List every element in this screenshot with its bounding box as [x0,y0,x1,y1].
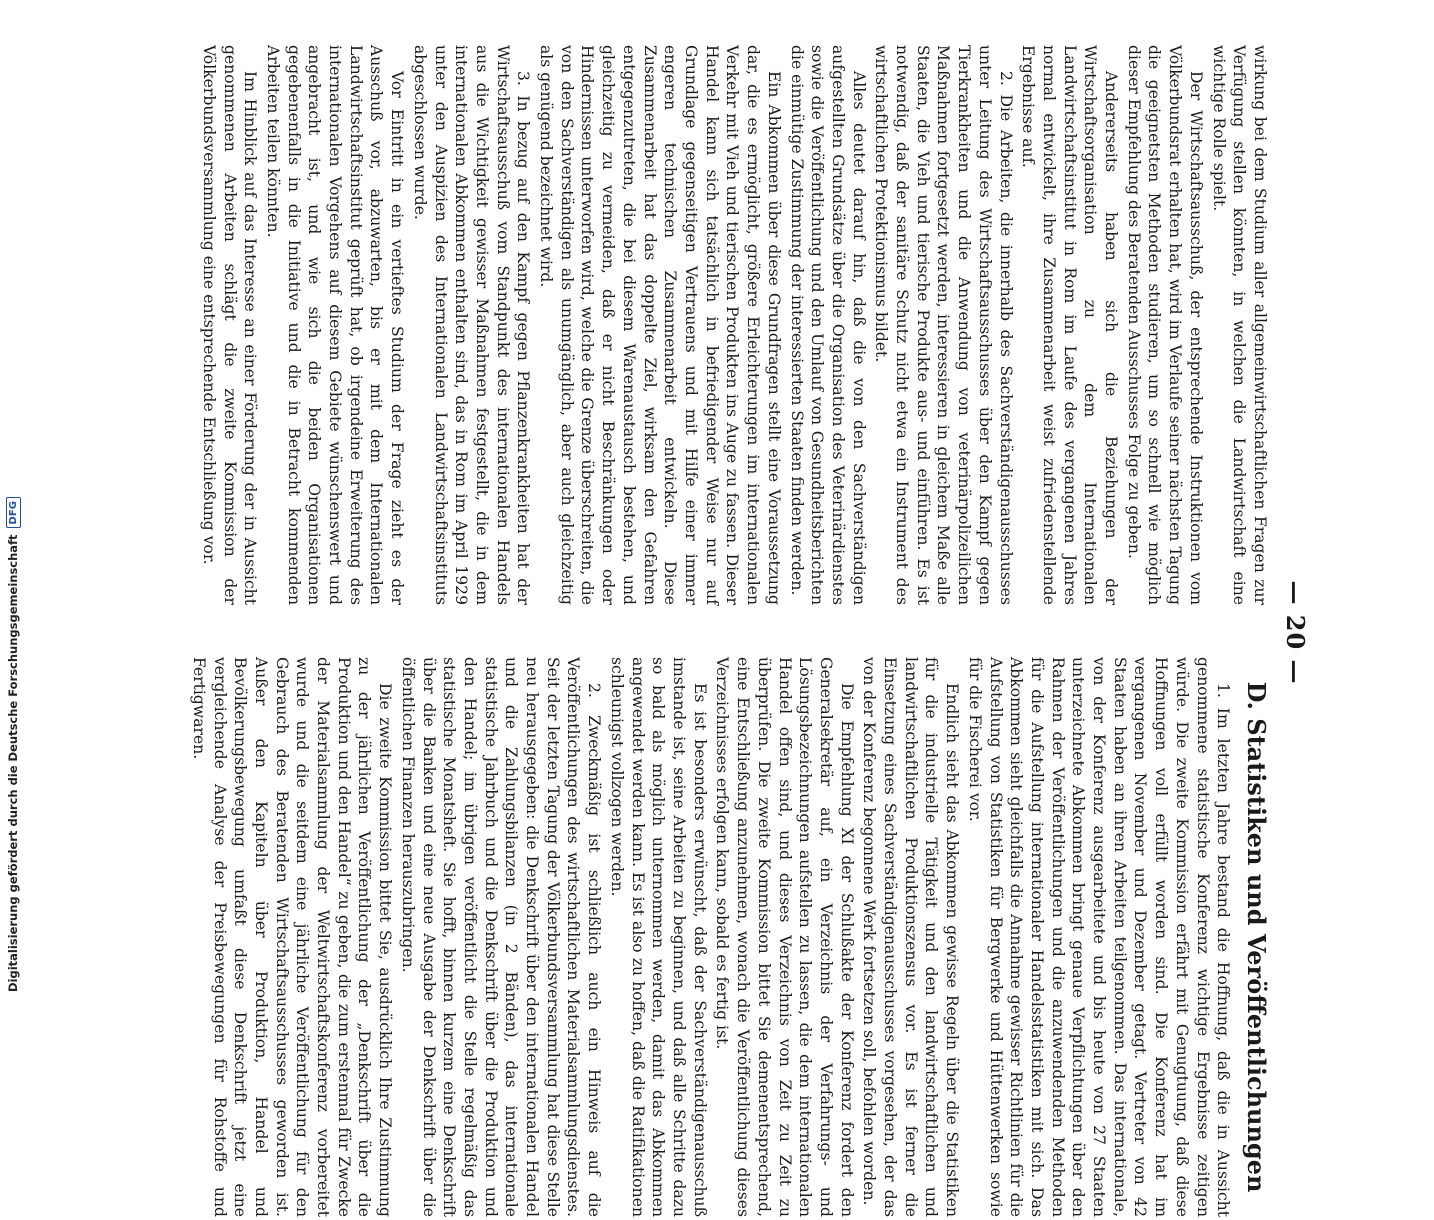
paragraph: Die Empfehlung XI der Schlußakte der Konferenz fordert den Generalsekretär auf, ein Verzeichnis der Verfahrungs- und Lösungsbezeichnungen aufstellen zu lassen, die dem internationalen Handel offen sind, und dieses Verzeichnis von Zeit zu Zeit zu überprüfen. Die zweite Kommission bittet Sie demenentsprechend, eine Entschließung anzunehmen, wonach die Veröffentlichung dieses Verzeichnisses erfolgen kann, sobald es fertig ist. [713,657,856,1217]
digitization-footer [0,0,30,1000]
paragraph: Es ist besonders erwünscht, daß der Sachverständigenausschuß imstande ist, seine Arbeiten zu beginnen, und daß alle Schritte dazu so bald als möglich unternommen werden, damit das Abkommen angewendet werden kann. Es ist also zu hoffen, daß die Ratifikationen schleunigst vollzogen werden. [607,657,709,1217]
paragraph: 2. Zweckmäßig ist schließlich auch ein Hinweis auf die Veröffentlichungen des wirtschaftlichen Materialsammlungsdienstes. Seit der letzten Tagung der Völkerbundsversammlung hat diese Stelle neu herausgegeben: die Denkschrift über den internationalen Handel und die Zahlungsbilanzen (in 2 Bänden), das internationale statistische Jahrbuch und die Denkschrift über die Produktion und den Handel; im übrigen veröffentlicht die Stelle regelmäßig das statistische Monatsheft. Sie hofft, binnen kurzem eine Denkschrift über die Banken und eine neue Ausgabe der Denkschrift über die öffentlichen Finanzen herauszubringen. [398,657,604,1217]
paragraph: 1. Im letzten Jahre bestand die Hoffnung, daß die in Aussicht genommene statistische Konferenz wichtige Ergebnisse zeitigen würde. Die zweite Kommission erfährt mit Genugtuung, daß diese Hoffnungen voll erfüllt worden sind. Die Konferenz hat im vergangenen November und Dezember getagt. Vertreter von 42 Staaten haben an ihren Arbeiten teilgenommen. Das internationale, von der Konferenz ausgearbeitete und bis heute von 27 Staaten unterzeichnete Abkommen bringt genaue Verpflichtungen über den Rahmen der Veröffentlichungen und die anzuwendenden Methoden für die Aufstellung internationaler Handelsstatistiken mit sich. Das Abkommen sieht gleichfalls die Annahme gewisser Richtlinien für die Aufstellung von Statistiken für Bergwerke und Hüttenwerken sowie für die Fischerei vor. [965,657,1233,1217]
dfg-logo: DFG [6,497,21,528]
page-number: — 20 — [1281,580,1310,685]
paragraph: Die zweite Kommission bittet Sie, ausdrücklich Ihre Zustimmung zu der jährlichen Veröffentlichung der „Denkschrift über die Produktion und den Handel“ zu geben, die zum erstenmal für Zwecke der Materialsammlung der Weltwirtschaftskonferenz vorbereitet wurde und die seitdem eine jährliche Veröffentlichung für den Gebrauch des Beratenden Wirtschaftsausschusses geworden ist. Außer den Kapiteln über Produktion, Handel und Bevölkerungsbewegung umfaßt diese Denkschrift jetzt eine vergleichende Analyse der Preisbewegungen für Rohstoffe und Fertigwaren. [189,657,395,1217]
right-column [186,657,1270,1217]
scanned-page [145,45,1310,1220]
left-column [196,45,1270,605]
paragraph: wirkung bei dem Studium aller allgemeinwirtschaftlichen Fragen zur Verfügung stellen könnten, in welchen die Landwirtschaft eine wichtige Rolle spielt. [1209,45,1269,605]
paragraph: Im Hinblick auf das Interesse an einer Förderung der in Aussicht genommenen Arbeiten schlägt die zweite Kommission der Völkerbundsversammlung eine entsprechende Entschließung vor. [199,45,260,605]
paragraph: 3. In bezug auf den Kampf gegen Pflanzenkrankheiten hat der Wirtschaftsausschuß vom Standpunkt des internationalen Handels aus die Wichtigkeit gewisser Maßnahmen festgestellt, die in dem internationalen Abkommen enthalten sind, das in Rom im April 1929 unter den Auspizien des Internationalen Landwirtschaftsinstituts abgeschlossen wurde. [410,45,533,605]
paragraph: Ein Abkommen über diese Grundfragen stellt eine Voraussetzung dar, die es ermöglicht, größere Erleichterungen im internationalen Verkehr mit Vieh und tierischen Produkten ins Auge zu fassen. Dieser Handel kann sich tatsächlich in befriedigender Weise nur auf Grundlage gegenseitigen Vertrauens und mit Hilfe einer immer engeren technischen Zusammenarbeit entwickeln. Diese Zusammenarbeit hat das doppelte Ziel, wirksam den Gefahren entgegenzutreten, die bei diesem Warenaustausch bestehen, und gleichzeitig zu vermeiden, daß er nicht Beschränkungen oder Hindernissen unterworfen wird, welche die Grenze überschreiten, die von den Sachverständigen als unumgänglich, aber auch gleichzeitig als genügend bezeichnet wird. [537,45,783,605]
paragraph: Alles deutet darauf hin, daß die von den Sachverständigen aufgestellten Grundsätze über die Organisation des Veterinärdienstes sowie die Veröffentlichung und den Umlauf von Gesundheitsberichten die einmütige Zustimmung der interessierten Staaten finden werden. [787,45,868,605]
section-heading: D. Statistiken und Veröffentlichungen [1242,681,1271,1193]
digitization-credit [2,0,24,992]
paragraph: Vor Eintritt in ein vertieftes Studium der Frage zieht es der Ausschuß vor, abzuwarten, bis er mit dem Internationalen Landwirtschaftsinstitut geprüft hat, ob irgendeine Erweiterung des internationalen Vorgehens auf diesem Gebiete wünschenswert und angebracht ist, und wie sich die beiden Organisationen gegebenenfalls in die Initiative und die in Betracht kommenden Arbeiten teilen könnten. [263,45,407,605]
digitization-credit-text: Digitalisierung gefördert durch die Deutsche Forschungsgemeinschaft [6,534,20,992]
paragraph: Endlich sieht das Abkommen gewisse Regeln über die Statistiken für die industrielle Tätigkeit und den landwirtschaftlichen und landwirtschaftlichen Produktionszensus vor. Es ist ferner die Einsetzung eines Sachverständigenausschusses vorgesehen, der das von der Konferenz begonnene Werk fortsetzen soll, befohlen worden. [860,657,962,1217]
paragraph: Der Wirtschaftsausschuß, der entsprechende Instruktionen vom Völkerbundsrat erhalten hat, wird im Verlaufe seiner nächsten Tagung die geeignetsten Methoden studieren, um so schnell wie möglich dieser Empfehlung des Beratenden Ausschusses Folge zu geben. [1124,45,1205,605]
paragraph: Andererseits haben sich die Beziehungen der Wirtschaftsorganisation zu dem Internationalen Landwirtschaftsinstitut in Rom im Laufe des vergangenen Jahres normal entwickelt, ihre Zusammenarbeit weist zufriedenstellende Ergebnisse auf. [1019,45,1121,605]
paragraph: 2. Die Arbeiten, die innerhalb des Sachverständigenausschusses unter Leitung des Wirtschaftsausschusses über den Kampf gegen Tierkrankheiten und die Anwendung von veterinärpolizeilichen Maßnahmen fortgesetzt werden, interessieren in gleichem Maße alle Staaten, die Vieh und tierische Produkte aus- und einführen. Es ist notwendig, daß der sanitäre Schutz nicht etwa ein Instrument des wirtschaftlichen Protektionismus bildet. [872,45,1015,605]
